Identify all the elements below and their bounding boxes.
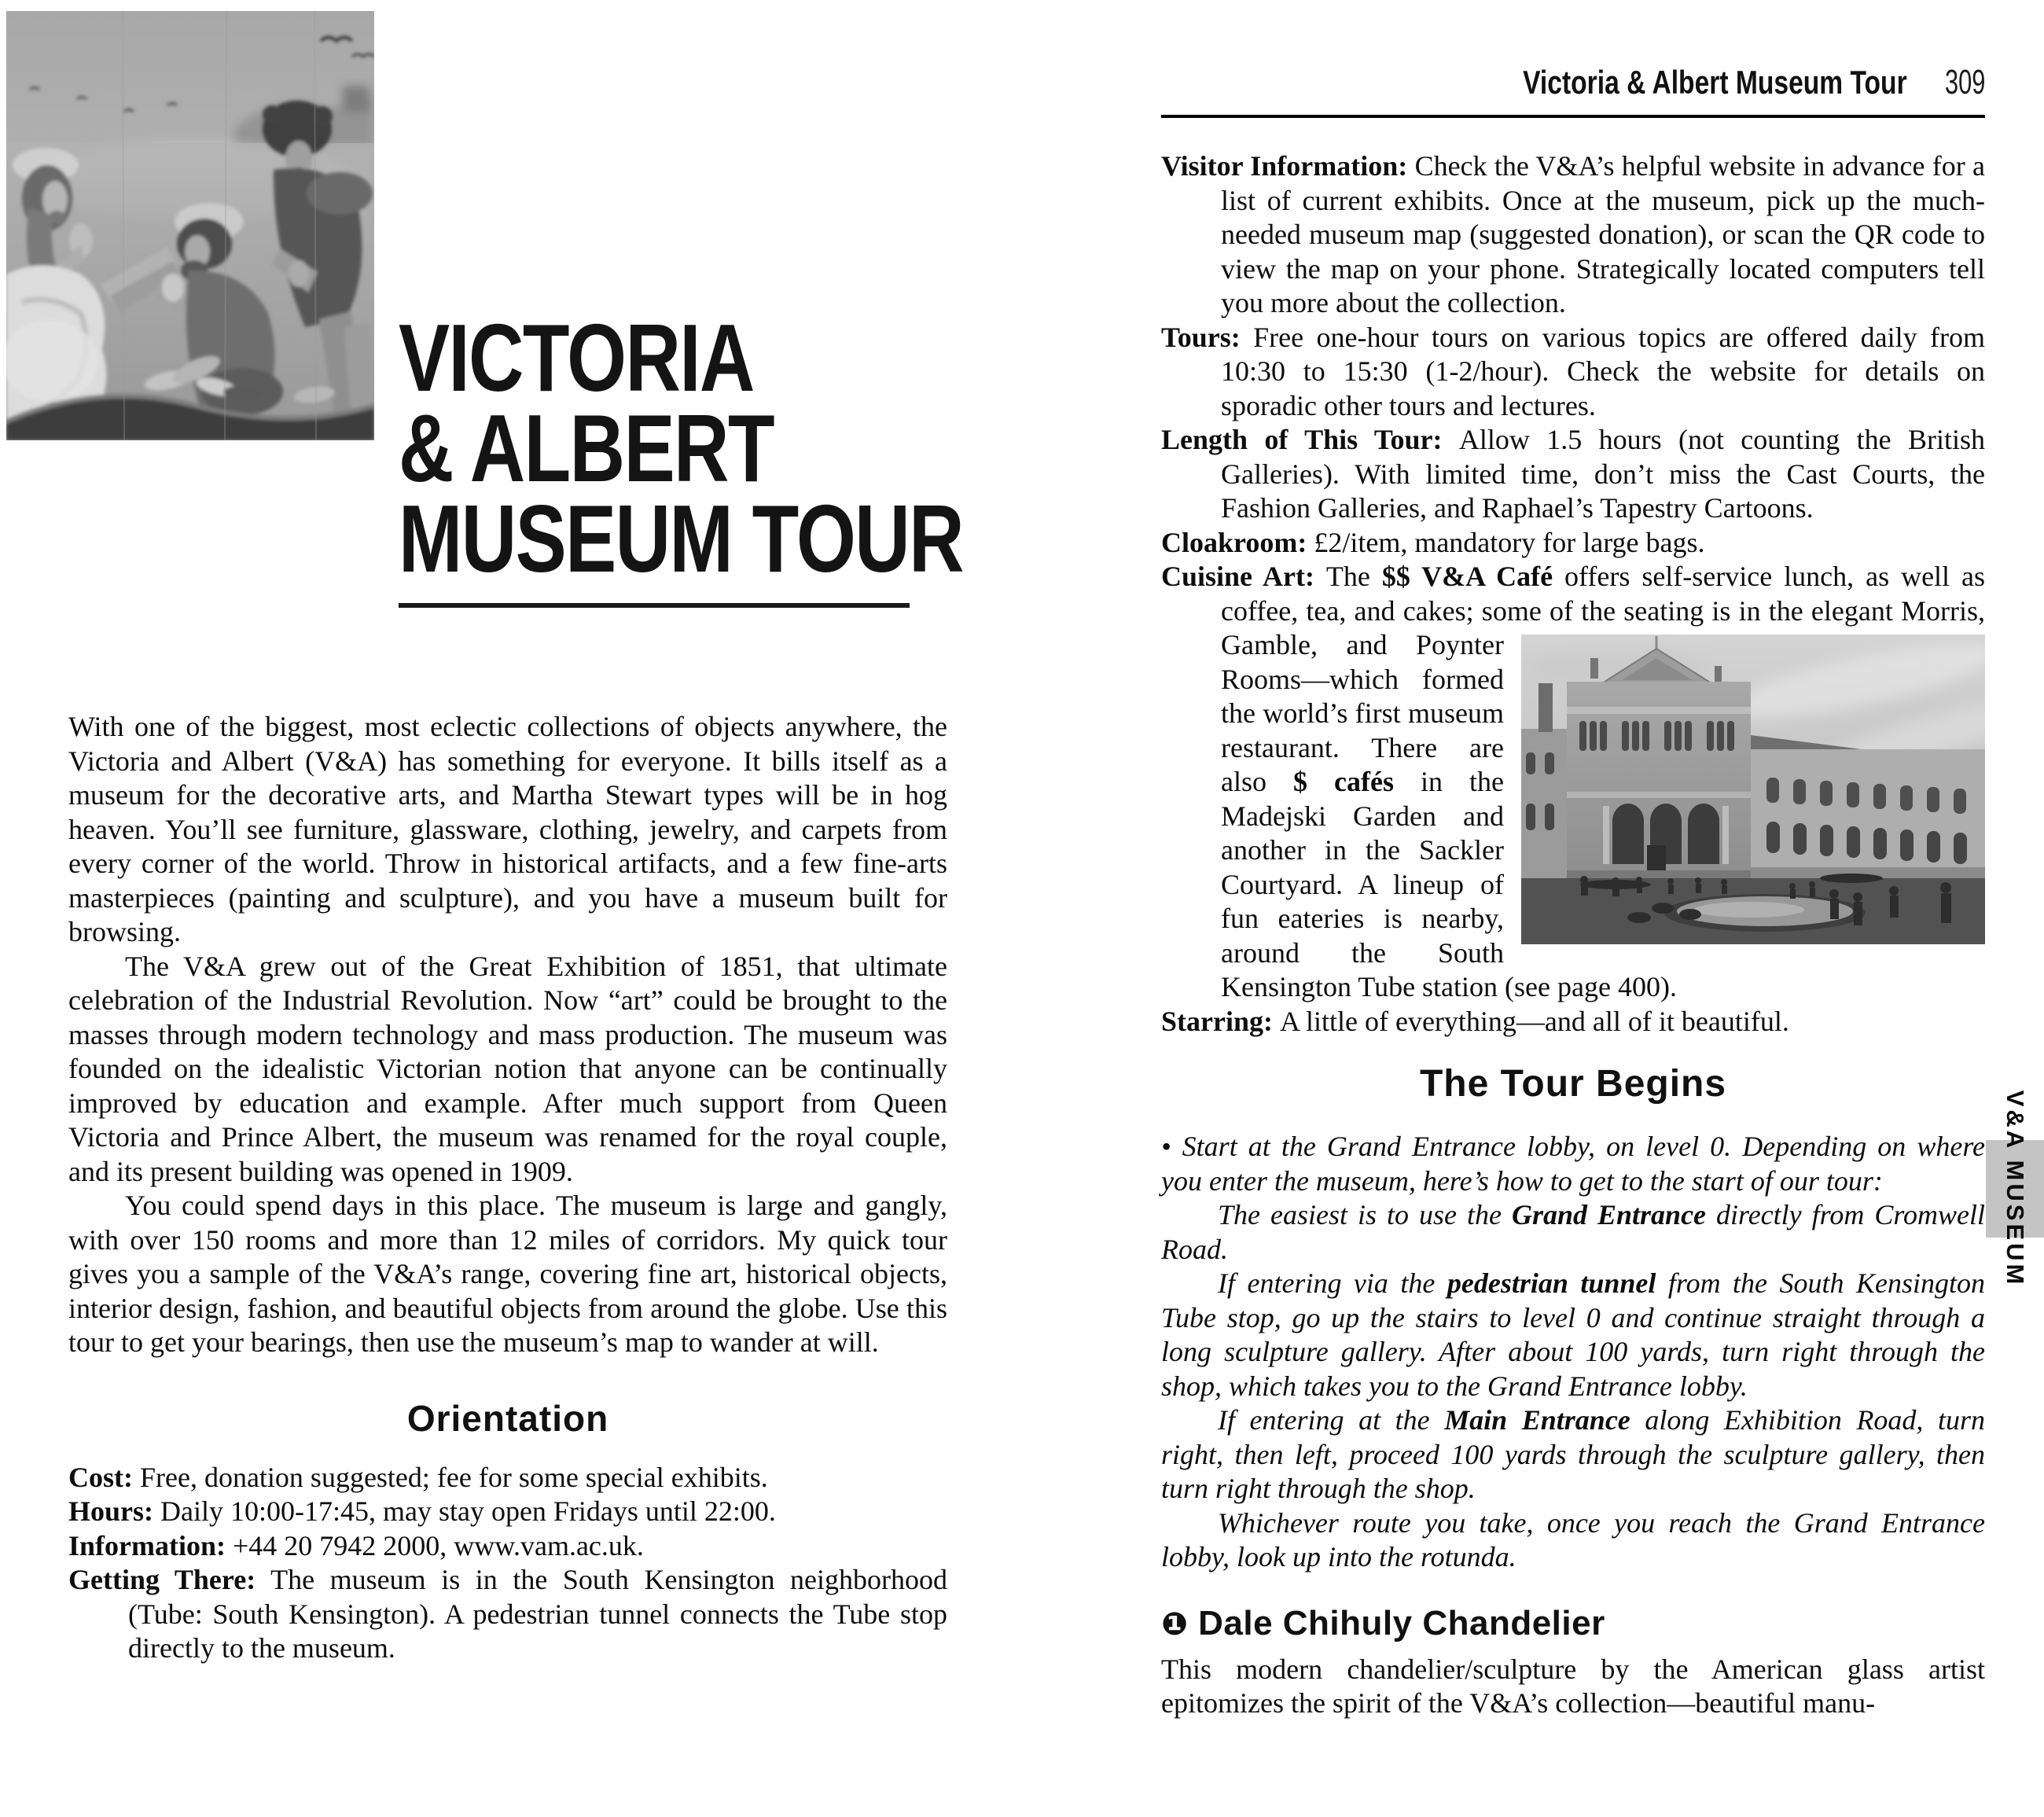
chapter-title-line: MUSEUM TOUR: [399, 485, 964, 592]
item-label: Information:: [68, 1529, 226, 1561]
courtyard-photo-image: [1521, 634, 1985, 944]
intro-paragraph: You could spend days in this place. The museum is large and gangly, with over 150 rooms and more than 12 miles of corridors. My quick tour gives you a sample of the V&A’s range, covering fine art, historical objects, interior design, fashion, and beautiful objects from around the globe. Use this tour to get your bearings, then use the museum’s map to wander at will.: [68, 1190, 947, 1358]
info-item-tours: Tours: Free one-hour tours on various topics are offered daily from 10:30 to 15:30 (1-2/hour). Check the website for details on sporadic other tours and lectures.: [1161, 321, 1985, 421]
tour-direction-paragraph: If entering via the pedestrian tunnel from the South Kensington Tube stop, go up the stairs to level 0 and continue straight through a long sculpture gallery. After about 100 yards, turn right through the shop, which takes you to the Grand Entrance lobby.: [1161, 1267, 1985, 1402]
cuisine-text-pre: Cuisine Art: The $$ V&A Café offers self-service lunch, as well as coffee, tea, and cakes; some of the seating is in the elegant: [1161, 561, 1985, 627]
orientation-heading: Orientation: [406, 1397, 609, 1439]
running-header: [1161, 64, 1985, 101]
left-page-body: [68, 710, 947, 1666]
tour-direction-paragraph: • Start at the Grand Entrance lobby, on level 0. Depending on where you enter the museum, here’s how to get to the start of our tour:: [1161, 1131, 1985, 1197]
item-text: Daily 10:00-17:45, may stay open Fridays until 22:00.: [153, 1495, 776, 1527]
orientation-item-hours: [68, 1495, 947, 1529]
info-item-visitor-information: Visitor Information: Check the V&A’s helpful website in advance for a list of current exhibits. Once at the museum, pick up the much-needed museum map (suggested donation), or scan the QR code to view the map on your phone. Strategically located computers tell you more about the collection.: [1161, 150, 1985, 318]
chapter-title: [399, 304, 964, 608]
tour-direction-paragraph: Whichever route you take, once you reach the Grand Entrance lobby, look up into the rotunda.: [1161, 1506, 1985, 1572]
item-label: Getting There:: [68, 1564, 256, 1595]
info-item-length: Length of This Tour: Allow 1.5 hours (not counting the British Galleries). With limited time, don’t miss the Cast Courts, the Fashion Galleries, and Raphael’s Tapestry Cartoons.: [1161, 424, 1986, 524]
tapestry-painting-image: [6, 11, 374, 440]
intro-paragraph: The V&A grew out of the Great Exhibition of 1851, that ultimate celebration of the Industrial Revolution. Now “art” could be brought to the masses through modern technology and mass production. The museum was founded on the idealistic Victorian notion that anyone can be continually improved by education and example. After much support from Queen Victoria and Prince Albert, the museum was renamed for the royal couple, and its present building was opened in 1909.: [68, 950, 947, 1187]
intro-paragraph: With one of the biggest, most eclectic collections of objects anywhere, the Victoria and Albert (V&A) has something for everyone. It bills itself as a museum for the decorative arts, and Martha Stewart types will be in hog heaven. You’ll see furniture, glassware, clothing, jewelry, and carpets from every corner of the world. Throw in historical artifacts, and a few fine-arts masterpieces (painting and sculpture), and you have a museum built for browsing.: [68, 711, 947, 947]
orientation-item-cost: [68, 1461, 947, 1495]
chapter-thumb-tab: [1986, 1090, 2044, 1288]
chapter-title-line: VICTORIA: [399, 304, 754, 411]
orientation-item-information: [68, 1529, 947, 1564]
info-item-cuisine-art: [1161, 560, 1985, 1005]
cuisine-text-post: Morris, Gamble, and Poynter Rooms—which formed the world’s first museum restaurant. There are also $ cafés in the Madejski Garden and another in the Sackler Courtyard. A lineup of fun eateries is nearby, around the South Kensington Tube station (see page 400).: [1221, 594, 1985, 1002]
stop-1-body: This modern chandelier/sculpture by the American glass artist epitomizes the spirit of the V&A’s collection—beautiful manu-: [1161, 1653, 1985, 1719]
info-item-cloakroom: Cloakroom: £2/item, mandatory for large bags.: [1161, 526, 1705, 558]
tour-direction-paragraph: If entering at the Main Entrance along Exhibition Road, turn right, then left, proceed 100 yards through the sculpture gallery, then turn right through the shop.: [1161, 1404, 1985, 1504]
title-underline: [399, 603, 910, 608]
thumb-tab-label: V&A MUSEUM: [2002, 1090, 2029, 1288]
stop-1-number-icon: ❶: [1161, 1606, 1189, 1642]
tour-begins-heading: The Tour Begins: [1419, 1063, 1727, 1105]
item-label: Hours:: [68, 1495, 153, 1527]
item-text: Free, donation suggested; fee for some special exhibits.: [132, 1461, 768, 1493]
chapter-title-line: & ALBERT: [399, 395, 774, 502]
page-number: 309: [1944, 63, 1985, 101]
orientation-item-getting-there: [68, 1563, 947, 1666]
info-item-starring: Starring: A little of everything—and all of it beautiful.: [1161, 1005, 1789, 1037]
stop-1-heading: [1161, 1603, 1985, 1645]
tour-direction-paragraph: The easiest is to use the Grand Entrance directly from Cromwell Road.: [1161, 1199, 1985, 1265]
stop-1-title: Dale Chihuly Chandelier: [1198, 1603, 1605, 1642]
header-rule: [1161, 115, 1985, 118]
item-text: +44 20 7942 2000, www.vam.ac.uk.: [226, 1529, 644, 1561]
running-header-title: Victoria & Albert Museum Tour: [1523, 64, 1907, 101]
item-text: The museum is in the South Kensington neighborhood (Tube: South Kensington). A pedestrian tunnel connects the Tube stop directly to the museum.: [128, 1564, 947, 1664]
item-label: Cost:: [68, 1461, 133, 1493]
right-page-body: [1161, 149, 1985, 1721]
